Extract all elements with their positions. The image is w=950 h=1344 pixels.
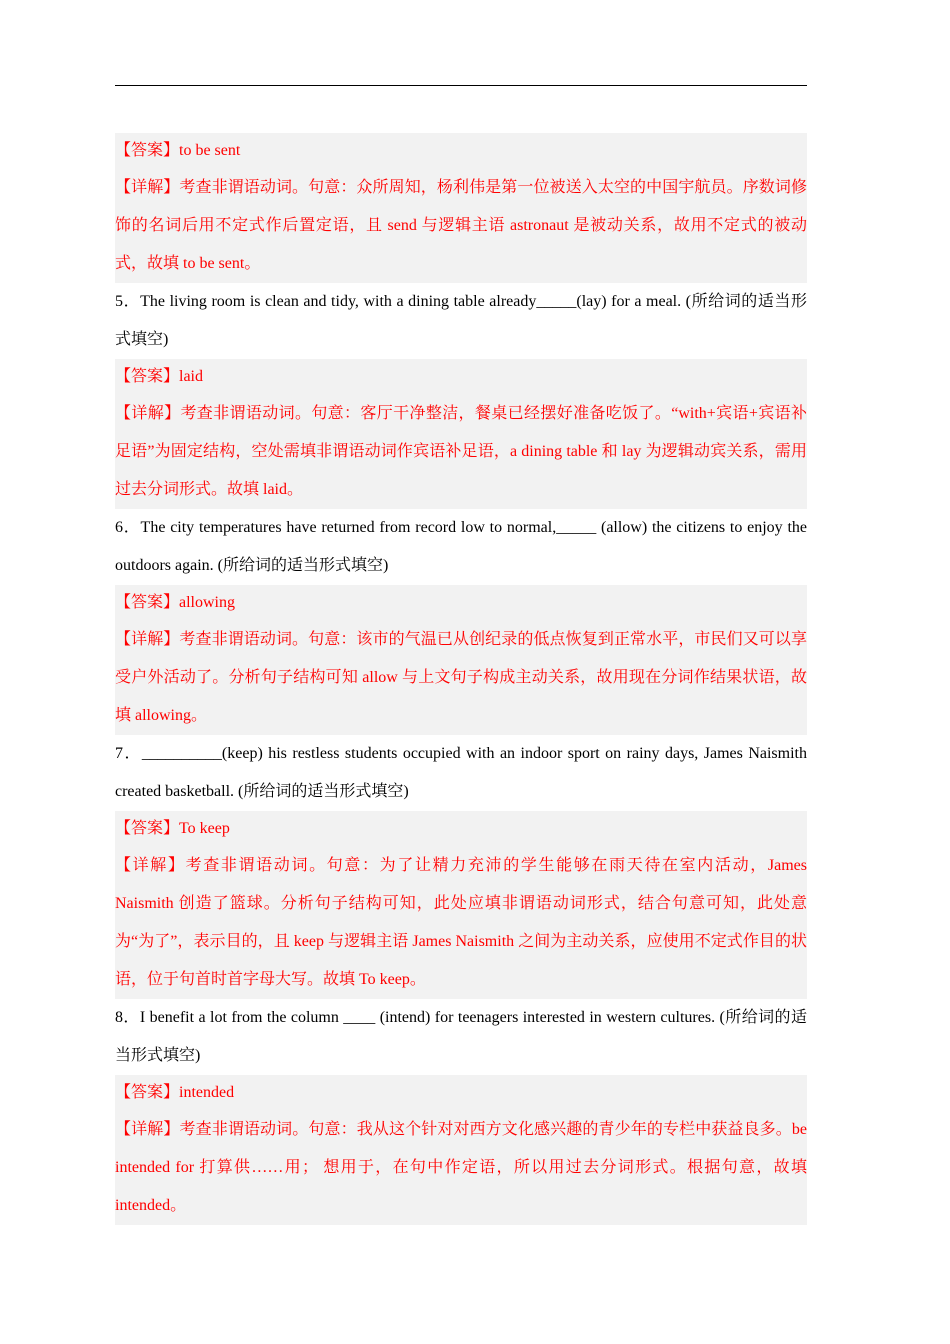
question-blank: ____ bbox=[343, 1009, 376, 1026]
question-text-tail: (intend) for teenagers interested in western cultures. (所给词的适当形式填空) bbox=[115, 1009, 807, 1064]
question-5 bbox=[115, 283, 807, 359]
detail-text: 【详解】考查非谓语动词。句意：为了让精力充沛的学生能够在雨天待在室内活动，James Naismith 创造了篮球。分析句子结构可知，此处应填非谓语动词形式，结合句意可知，此处意为“为了”，表示目的，且 keep 与逻辑主语 James Naismith 之间为主动关系，应使用不定式作目的状语，位于句首时首字母大写。故填 To keep。 bbox=[115, 857, 807, 988]
question-text: 6．The city temperatures have returned from record low to normal, bbox=[115, 519, 557, 536]
answer-block bbox=[115, 811, 807, 999]
question-7 bbox=[115, 735, 807, 811]
answer-block bbox=[115, 133, 807, 283]
question-text: 5．The living room is clean and tidy, with a dining table already bbox=[115, 293, 537, 310]
answer-block bbox=[115, 359, 807, 509]
answer-line: 【答案】to be sent bbox=[115, 142, 241, 159]
question-6 bbox=[115, 509, 807, 585]
answer-line: 【答案】laid bbox=[115, 368, 203, 385]
answer-block bbox=[115, 1075, 807, 1225]
answer-line: 【答案】intended bbox=[115, 1084, 235, 1101]
question-8 bbox=[115, 999, 807, 1075]
document-body bbox=[115, 133, 807, 1225]
detail-text: 【详解】考查非谓语动词。句意：我从这个针对对西方文化感兴趣的青少年的专栏中获益良多。be intended for 打算供……用； 想用于，在句中作定语，所以用过去分词形式。根据句意，故填 intended。 bbox=[115, 1121, 807, 1214]
detail-text: 【详解】考查非谓语动词。句意：客厅干净整洁，餐桌已经摆好准备吃饭了。“with+宾语+宾语补足语”为固定结构，空处需填非谓语动词作宾语补足语，a dining table 和 lay 为逻辑动宾关系，需用过去分词形式。故填 laid。 bbox=[115, 405, 807, 498]
answer-line: 【答案】allowing bbox=[115, 594, 235, 611]
question-text: 8．I benefit a lot from the column bbox=[115, 1009, 344, 1026]
answer-line: 【答案】To keep bbox=[115, 820, 230, 837]
question-blank: _____ bbox=[556, 519, 597, 536]
question-blank: __________ bbox=[141, 745, 222, 762]
detail-text: 【详解】考查非谓语动词。句意：该市的气温已从创纪录的低点恢复到正常水平，市民们又可以享受户外活动了。分析句子结构可知 allow 与上文句子构成主动关系，故用现在分词作结果状语，故填 allowing。 bbox=[115, 631, 807, 724]
question-text: 7． bbox=[115, 745, 142, 762]
question-text-tail: (allow) the citizens to enjoy the outdoors again. (所给词的适当形式填空) bbox=[115, 519, 808, 574]
header-rule bbox=[115, 85, 807, 86]
detail-text: 【详解】考查非谓语动词。句意：众所周知，杨利伟是第一位被送入太空的中国宇航员。序数词修饰的名词后用不定式作后置定语，且 send 与逻辑主语 astronaut 是被动关系，故用不定式的被动式，故填 to be sent。 bbox=[115, 179, 807, 272]
question-text-tail: (lay) for a meal. (所给词的适当形式填空) bbox=[115, 293, 807, 348]
question-text-tail: (keep) his restless students occupied with an indoor sport on rainy days, James Naismith created basketball. (所给词的适当形式填空) bbox=[115, 745, 807, 800]
answer-block bbox=[115, 585, 807, 735]
question-blank: _____ bbox=[536, 293, 577, 310]
